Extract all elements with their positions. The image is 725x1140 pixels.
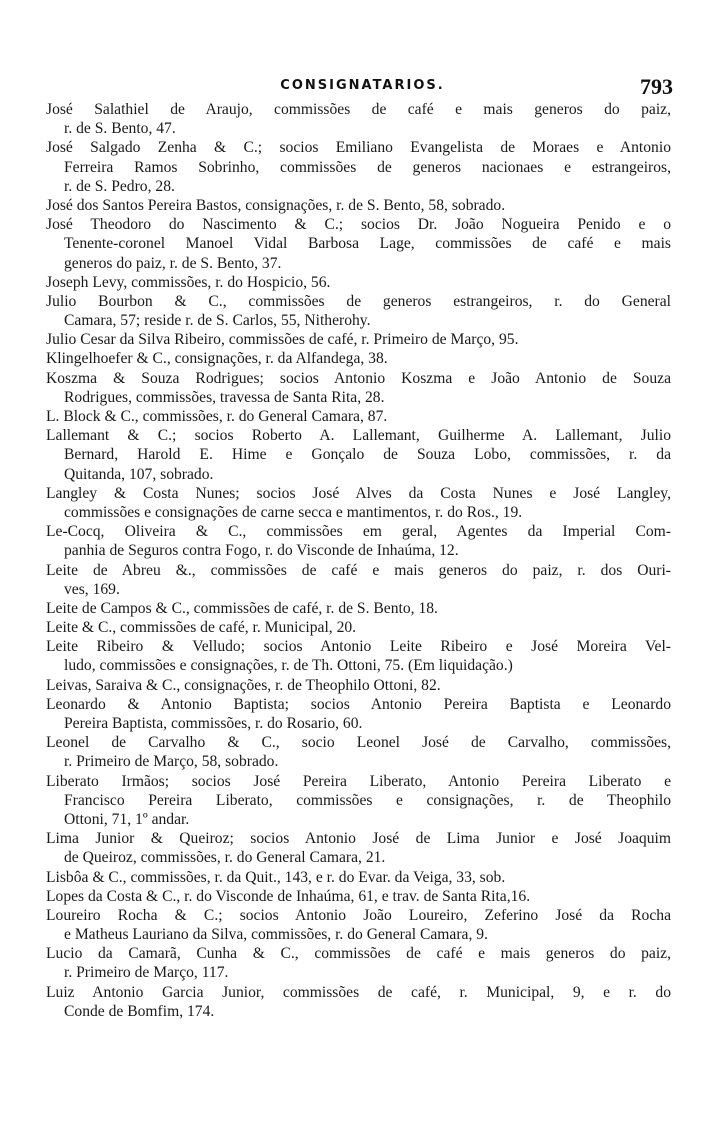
entry-line-continuation: r. de S. Pedro, 28. [64, 177, 175, 195]
directory-entry [46, 906, 671, 944]
directory-entry [46, 676, 671, 695]
entry-line-first: Leite de Abreu &., commissões de café e mais generos do paiz, r. dos Ouri- [46, 561, 671, 579]
directory-entry [46, 196, 671, 215]
directory-entry [46, 273, 671, 292]
entry-line-first: Lopes da Costa & C., r. do Visconde de Inhaúma, 61, e trav. de Santa Rita,16. [46, 887, 531, 905]
directory-entry [46, 868, 671, 887]
entry-line-first: Leite Ribeiro & Velludo; socios Antonio Leite Ribeiro e José Moreira Vel- [46, 638, 671, 656]
entry-line-first: José dos Santos Pereira Bastos, consignações, r. de S. Bento, 58, sobrado. [46, 196, 506, 214]
entry-line-continuation: Ferreira Ramos Sobrinho, commissões de generos nacionaes e estrangeiros, [64, 158, 671, 176]
entry-line-continuation: Quitanda, 107, sobrado. [64, 465, 214, 483]
entry-line-first: Lima Junior & Queiroz; socios Antonio José de Lima Junior e José Joaquim [46, 830, 671, 848]
entry-line-continuation: r. Primeiro de Março, 58, sobrado. [64, 753, 279, 771]
directory-entry [46, 887, 671, 906]
entry-line-first: Leite de Campos & C., commissões de café, r. de S. Bento, 18. [46, 599, 438, 617]
entry-line-first: José Salgado Zenha & C.; socios Emiliano Evangelista de Moraes e Antonio [46, 139, 671, 157]
entry-line-first: Leivas, Saraiva & C., consignações, r. de Theophilo Ottoni, 82. [46, 676, 441, 694]
entry-line-first: Leonardo & Antonio Baptista; socios Antonio Pereira Baptista e Leonardo [46, 695, 671, 713]
directory-entry [46, 349, 671, 368]
entry-line-continuation: Pereira Baptista, commissões, r. do Rosario, 60. [64, 715, 363, 732]
entry-line-continuation: Conde de Bomfim, 174. [64, 1002, 215, 1020]
entry-line-first: Lisbôa & C., commissões, r. da Quit., 143, e r. do Evar. da Veiga, 33, sob. [46, 868, 506, 886]
directory-entry [46, 369, 671, 407]
directory-entry [46, 100, 671, 138]
entry-line-first: Julio Bourbon & C., commissões de generos estrangeiros, r. do General [46, 292, 671, 310]
entry-line-continuation: Camara, 57; reside r. de S. Carlos, 55, Nitherohy. [64, 312, 371, 330]
directory-entry [46, 637, 671, 675]
entry-list [46, 100, 671, 1021]
directory-entry [46, 292, 671, 330]
entry-line-first: Le-Cocq, Oliveira & C., commissões em geral, Agentes da Imperial Com- [46, 523, 671, 541]
directory-entry [46, 426, 671, 484]
entry-line-continuation: Bernard, Harold E. Hime e Gonçalo de Souza Lobo, commissões, r. da [64, 446, 671, 464]
directory-entry [46, 522, 671, 560]
directory-entry [46, 599, 671, 618]
directory-entry [46, 484, 671, 522]
directory-entry [46, 944, 671, 982]
entry-line-first: Lallemant & C.; socios Roberto A. Lallemant, Guilherme A. Lallemant, Julio [46, 427, 671, 445]
entry-line-first: Leite & C., commissões de café, r. Municipal, 20. [46, 619, 357, 637]
entry-line-continuation: generos do paiz, r. de S. Bento, 37. [64, 254, 282, 272]
directory-entry [46, 407, 671, 426]
running-title: CONSIGNATARIOS. [280, 78, 445, 93]
entry-line-continuation: Rodrigues, commissões, travessa de Santa Rita, 28. [64, 388, 385, 406]
entry-line-continuation: r. Primeiro de Março, 117. [64, 964, 229, 982]
directory-entry [46, 772, 671, 830]
directory-entry [46, 215, 671, 273]
entry-line-first: Leonel de Carvalho & C., socio Leonel José de Carvalho, commissões, [46, 734, 671, 752]
entry-line-first: Liberato Irmãos; socios José Pereira Liberato, Antonio Pereira Liberato e [46, 772, 671, 790]
entry-line-first: Koszma & Souza Rodrigues; socios Antonio Koszma e João Antonio de Souza [46, 369, 671, 387]
entry-line-continuation: Francisco Pereira Liberato, commissões e consignações, r. de Theophilo [64, 791, 671, 809]
directory-entry [46, 733, 671, 771]
entry-line-continuation: ves, 169. [64, 580, 120, 598]
directory-entry [46, 695, 671, 733]
directory-entry [46, 618, 671, 637]
entry-line-first: Joseph Levy, commissões, r. do Hospicio, 56. [46, 273, 331, 291]
entry-line-continuation: de Queiroz, commissões, r. do General Camara, 21. [64, 849, 386, 867]
directory-entry [46, 829, 671, 867]
entry-line-continuation: ludo, commissões e consignações, r. de Th. Ottoni, 75. (Em liquidação.) [64, 657, 513, 675]
entry-line-first: José Salathiel de Araujo, commissões de café e mais generos do paiz, [46, 101, 671, 118]
entry-line-first: Luiz Antonio Garcia Junior, commissões de café, r. Municipal, 9, e r. do [46, 983, 671, 1001]
entry-line-continuation: e Matheus Lauriano da Silva, commissões, r. do General Camara, 9. [64, 926, 488, 944]
page-number: 793 [640, 74, 673, 99]
directory-entry [46, 561, 671, 599]
entry-line-first: Langley & Costa Nunes; socios José Alves da Costa Nunes e José Langley, [46, 484, 671, 502]
entry-line-continuation: r. de S. Bento, 47. [64, 120, 176, 138]
entry-line-continuation: panhia de Seguros contra Fogo, r. do Visconde de Inhaúma, 12. [64, 542, 459, 560]
entry-line-continuation: Tenente-coronel Manoel Vidal Barbosa Lage, commissões de café e mais [64, 235, 671, 253]
entry-line-continuation: Ottoni, 71, 1º andar. [64, 810, 190, 828]
entry-line-first: Julio Cesar da Silva Ribeiro, commissões de café, r. Primeiro de Março, 95. [46, 331, 519, 349]
running-head [0, 74, 725, 98]
entry-line-first: Lucio da Camarã, Cunha & C., commissões de café e mais generos do paiz, [46, 945, 671, 963]
directory-entry [46, 138, 671, 196]
entry-line-first: José Theodoro do Nascimento & C.; socios Dr. João Nogueira Penido e o [46, 216, 671, 234]
entry-line-continuation: commissões e consignações de carne secca e mantimentos, r. do Ros., 19. [64, 503, 523, 521]
entry-line-first: Loureiro Rocha & C.; socios Antonio João Loureiro, Zeferino José da Rocha [46, 906, 671, 924]
directory-entry [46, 983, 671, 1021]
entry-line-first: L. Block & C., commissões, r. do General Camara, 87. [46, 408, 388, 425]
directory-entry [46, 330, 671, 349]
entry-line-first: Klingelhoefer & C., consignações, r. da Alfandega, 38. [46, 350, 388, 368]
